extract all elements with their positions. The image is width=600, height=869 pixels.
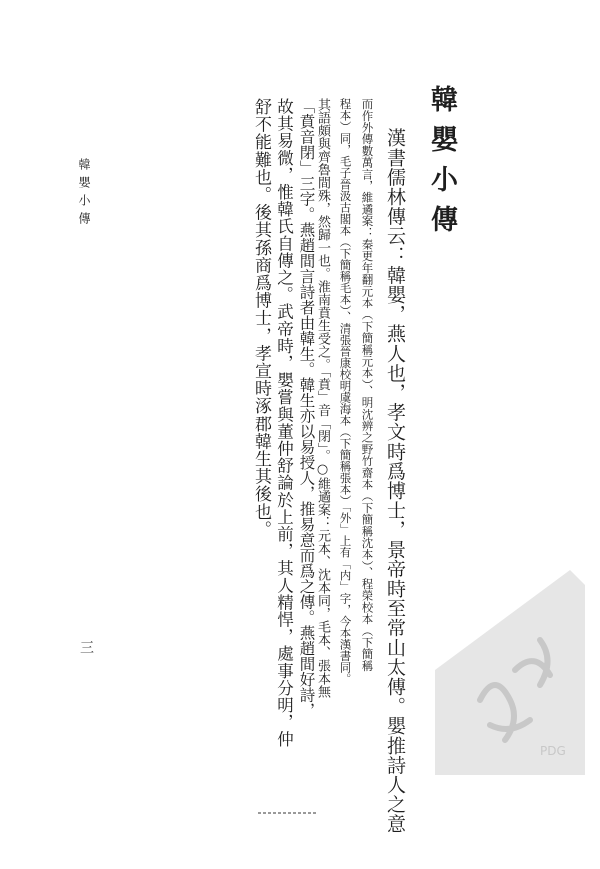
watermark-label: PDG	[540, 744, 566, 758]
footer-rule	[258, 812, 318, 814]
text-line-3: 程本）同，毛子晉汲古閣本（下簡稱毛本）、清張晉康校明虞海本（下簡稱張本）「外」上有「内」字，今本漢書同。	[338, 98, 353, 685]
page-number: 三	[78, 640, 94, 654]
text-line-6: 故其易微，惟韓氏自傳之。武帝時，嬰嘗與董仲舒論於上前，其人精悍，處事分明，仲	[274, 98, 294, 748]
running-header: 韓嬰小傳	[77, 158, 91, 230]
text-line-7: 舒不能難也。後其孫商爲博士，孝宣時涿郡韓生其後也。	[251, 98, 271, 538]
watermark-seal	[420, 550, 590, 790]
text-line-5: 「賁音閉」三字。燕趙間言詩者由韓生。韓生亦以易授人，推易意而爲之傳。燕趙間好詩，	[297, 98, 316, 718]
page-title: 韓嬰小傳	[426, 85, 457, 245]
text-line-4: 其語頗與齊魯間殊，然歸一也。淮南賁生受之。「賁」音「閉」。○維遹案：元本、沈本同，毛本、張本無	[315, 98, 330, 698]
text-line-2: 而作外傳數萬言，維遹案：秦更年翻元本（下簡稱元本）、明沈辨之野竹齋本（下簡稱沈本）、程榮校本（下簡稱	[360, 98, 375, 672]
text-line-1: 漢書儒林傳云：韓嬰，燕人也，孝文時爲博士，景帝時至常山太傅。嬰推詩人之意	[384, 128, 406, 834]
